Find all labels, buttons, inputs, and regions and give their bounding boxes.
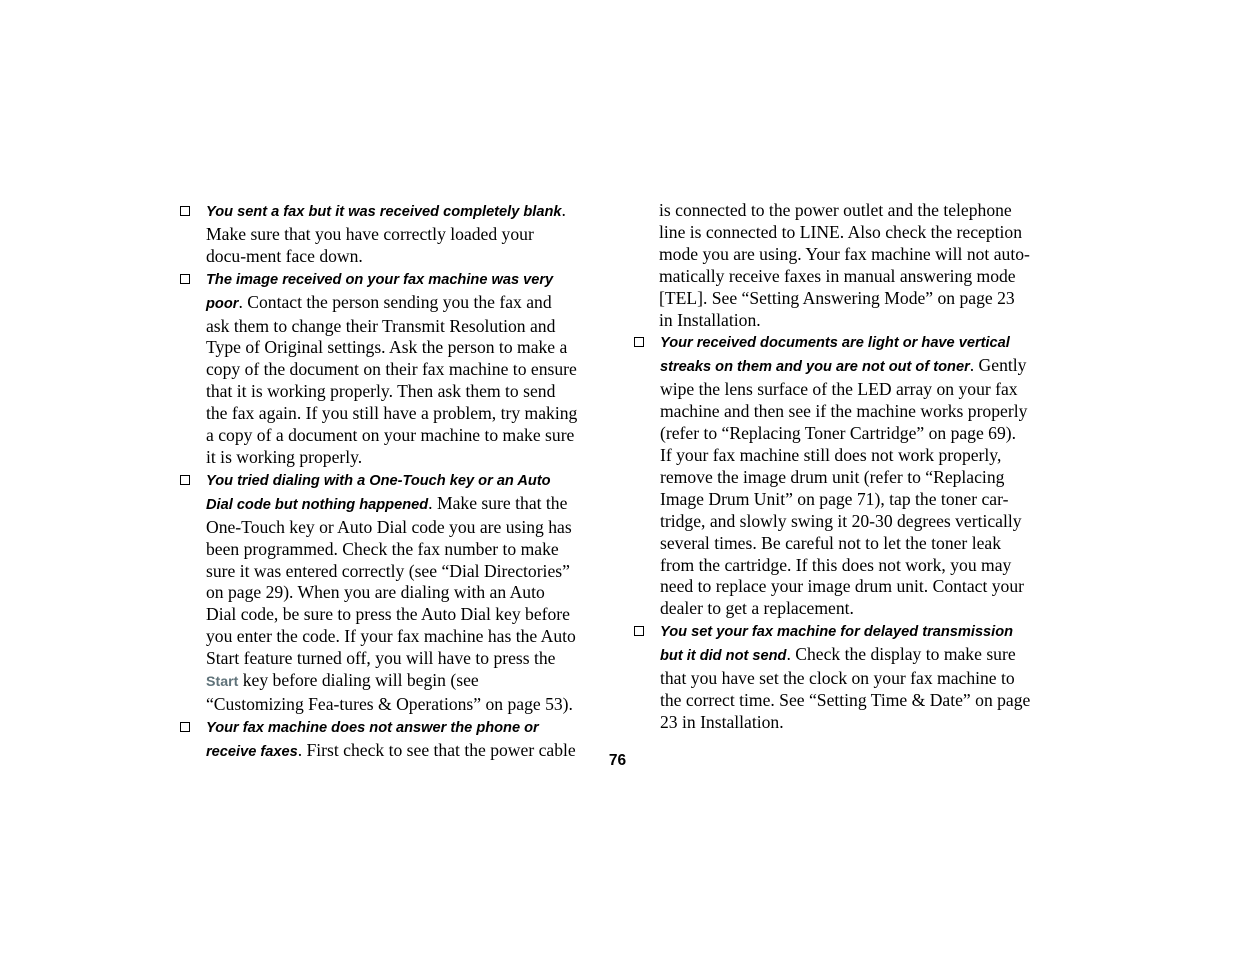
item-paragraph (660, 331, 1032, 620)
heading-period: . (428, 492, 433, 513)
item-body: Contact the person sending you the fax and ask them to change their Transmit Resolution and Type of Original settings. Ask the person to make a copy of the document on their fax machine to ensure that it is working properly. Then ask them to send the fax again. If you still have a problem, try making a copy of a document on your machine to make sure it is working properly. (206, 291, 578, 467)
troubleshooting-item-dialing (178, 469, 578, 716)
checkbox-bullet-icon (180, 274, 190, 284)
item-body: Make sure that the One-Touch key or Auto Dial code you are using has been programmed. Check the fax number to make sure it was entered correctly (see “Dial Directories” on page 29). When you are dialing with an Auto Dial code, be sure to press the Auto Dial key before you enter the code. If your fax machine has the Auto Start feature turned off, you will have to press the (206, 492, 576, 669)
checkbox-bullet-icon (180, 206, 190, 216)
right-column (632, 200, 1032, 734)
item-heading: You set your fax machine for delayed transmission but it did not send (660, 624, 1014, 665)
heading-period: . (561, 200, 566, 220)
item-heading: Your fax machine does not answer the phone or receive faxes (206, 719, 539, 760)
heading-period: . (786, 644, 791, 665)
item-paragraph (206, 469, 578, 716)
item-body: Check the display to make sure that you have set the clock on your fax machine to the correct time. See “Setting Time & Date” on page 23 in Installation. (660, 644, 1031, 732)
checkbox-bullet-icon (634, 626, 644, 636)
item-body: First check to see that the power cable (302, 739, 576, 760)
item-heading: The image received on your fax machine was very poor (206, 271, 554, 312)
page-number: 76 (608, 752, 627, 769)
continuation-text: is connected to the power outlet and the telephone line is connected to LINE. Also check the reception mode you are using. Your fax machine will not auto-matically receive faxes in manual answering mode [TEL]. See “Setting Answering Mode” on page 23 in Installation. (659, 200, 1030, 330)
item-body-continued: key before dialing will begin (see “Customizing Fea-tures & Operations” on page 53). (206, 670, 573, 714)
checkbox-bullet-icon (180, 475, 190, 485)
heading-period: . (238, 291, 243, 312)
checkbox-bullet-icon (180, 722, 190, 732)
checkbox-bullet-icon (634, 337, 644, 347)
heading-period: . (969, 355, 975, 376)
troubleshooting-item-light-documents (632, 331, 1032, 620)
start-key-label: Start (206, 674, 239, 691)
troubleshooting-item-blank-fax (178, 200, 578, 268)
item-paragraph (206, 200, 578, 268)
heading-period: . (297, 739, 303, 760)
troubleshooting-item-delayed-transmission (632, 620, 1032, 734)
item-body: Make sure that you have correctly loaded your docu-ment face down. (206, 223, 534, 266)
item-heading: You sent a fax but it was received completely blank (206, 204, 562, 220)
item-body: Gently wipe the lens surface of the LED array on your fax machine and then see if the machine works properly (refer to “Replacing Toner Cartridge” on page 69). If your fax machine still does not work properly, remove the image drum unit (refer to “Replacing Image Drum Unit” on page 71), tap the toner car-tridge, and slowly swing it 20-30 degrees vertically several times. Be careful not to let the toner leak from the cartridge. If this does not work, you may need to replace your image drum unit. Contact your dealer to get a replacement. (660, 355, 1028, 619)
troubleshooting-item-poor-image (178, 268, 578, 469)
item-paragraph (660, 620, 1032, 734)
left-column (178, 200, 578, 764)
item-heading: You tried dialing with a One-Touch key or an Auto Dial code but nothing happened (206, 472, 551, 513)
item-heading: Your received documents are light or have vertical streaks on them and you are not out of toner (660, 335, 1010, 376)
continued-paragraph (632, 200, 1032, 331)
item-paragraph (206, 268, 578, 469)
